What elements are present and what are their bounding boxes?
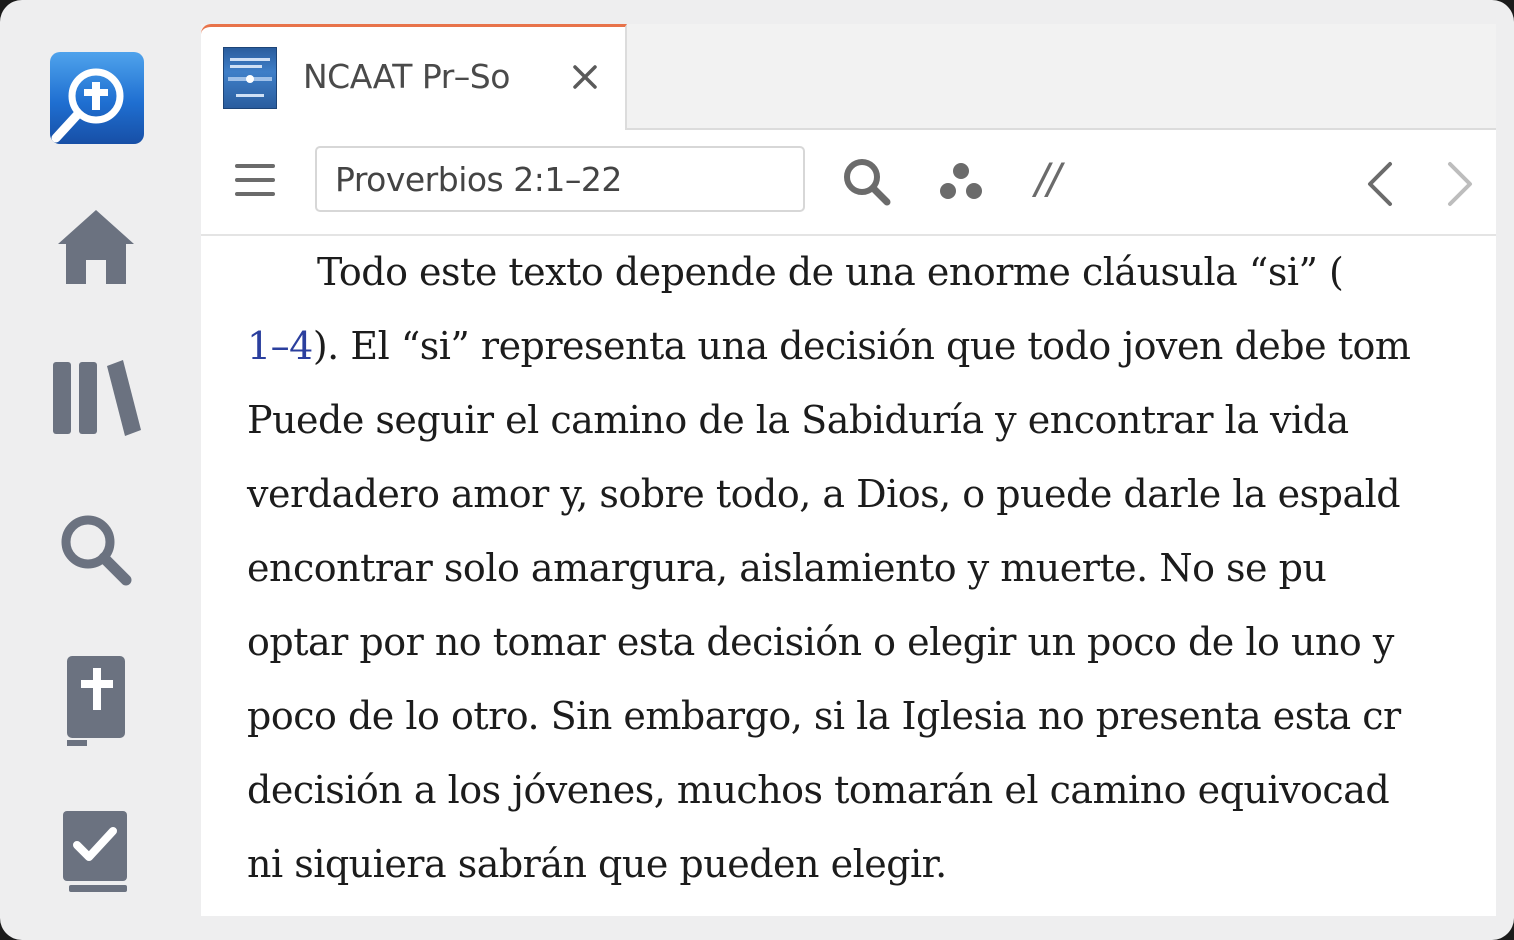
text-line: optar por no tomar esta decisión o elegir un poco de lo uno y xyxy=(247,620,1394,664)
library-icon xyxy=(51,358,141,438)
bible-icon xyxy=(61,654,131,750)
tab-title: NCAAT Pr–So xyxy=(303,57,510,96)
search-icon xyxy=(841,156,893,208)
verse-reference-link[interactable]: 1–4 xyxy=(247,324,313,368)
toolbar xyxy=(201,130,1496,236)
text-line: Todo este texto depende de una enorme cláusula “si” ( xyxy=(317,250,1344,294)
logos-logo[interactable] xyxy=(50,52,144,144)
hamburger-icon xyxy=(233,160,277,200)
reference-input[interactable] xyxy=(315,146,805,212)
search-button[interactable] xyxy=(837,152,897,212)
reading-plan-button[interactable] xyxy=(40,796,152,908)
logo-magnifier-icon xyxy=(50,52,144,144)
forward-button[interactable] xyxy=(1433,156,1489,212)
text-line: Puede seguir el camino de la Sabiduría y encontrar la vida xyxy=(247,398,1349,442)
chevron-left-icon xyxy=(1362,160,1396,208)
text-line: 1–4). El “si” representa una decisión que todo joven debe tom xyxy=(247,324,1411,368)
bible-button[interactable] xyxy=(40,646,152,758)
text-line: ni siquiera sabrán que pueden elegir. xyxy=(247,842,947,886)
text-line: encontrar solo amargura, aislamiento y muerte. No se pu xyxy=(247,546,1327,590)
reading-pane[interactable] xyxy=(201,236,1496,916)
home-icon xyxy=(54,204,138,288)
text-line: verdadero amor y, sobre todo, a Dios, o puede darle la espald xyxy=(247,472,1401,516)
sidebar xyxy=(0,0,196,940)
dots-cluster-icon xyxy=(938,161,984,203)
search-button[interactable] xyxy=(40,494,152,606)
chevron-right-icon xyxy=(1444,160,1478,208)
book-cover-thumbnail xyxy=(223,47,277,109)
close-icon xyxy=(572,64,598,90)
text-line: decisión a los jóvenes, muchos tomarán el camino equivocad xyxy=(247,768,1390,812)
search-icon xyxy=(56,510,136,590)
text-line: poco de lo otro. Sin embargo, si la Iglesia no presenta esta cr xyxy=(247,694,1401,738)
menu-button[interactable] xyxy=(229,158,281,202)
tab-ncaat[interactable] xyxy=(201,24,627,130)
tab-bar xyxy=(201,24,1496,130)
visual-filters-button[interactable] xyxy=(933,154,989,210)
reading-plan-icon xyxy=(59,809,133,895)
parallel-resources-button[interactable]: // xyxy=(1035,154,1060,203)
library-button[interactable] xyxy=(40,342,152,454)
tab-close-button[interactable] xyxy=(565,57,605,97)
document-window xyxy=(201,24,1496,916)
back-button[interactable] xyxy=(1351,156,1407,212)
home-button[interactable] xyxy=(40,190,152,302)
